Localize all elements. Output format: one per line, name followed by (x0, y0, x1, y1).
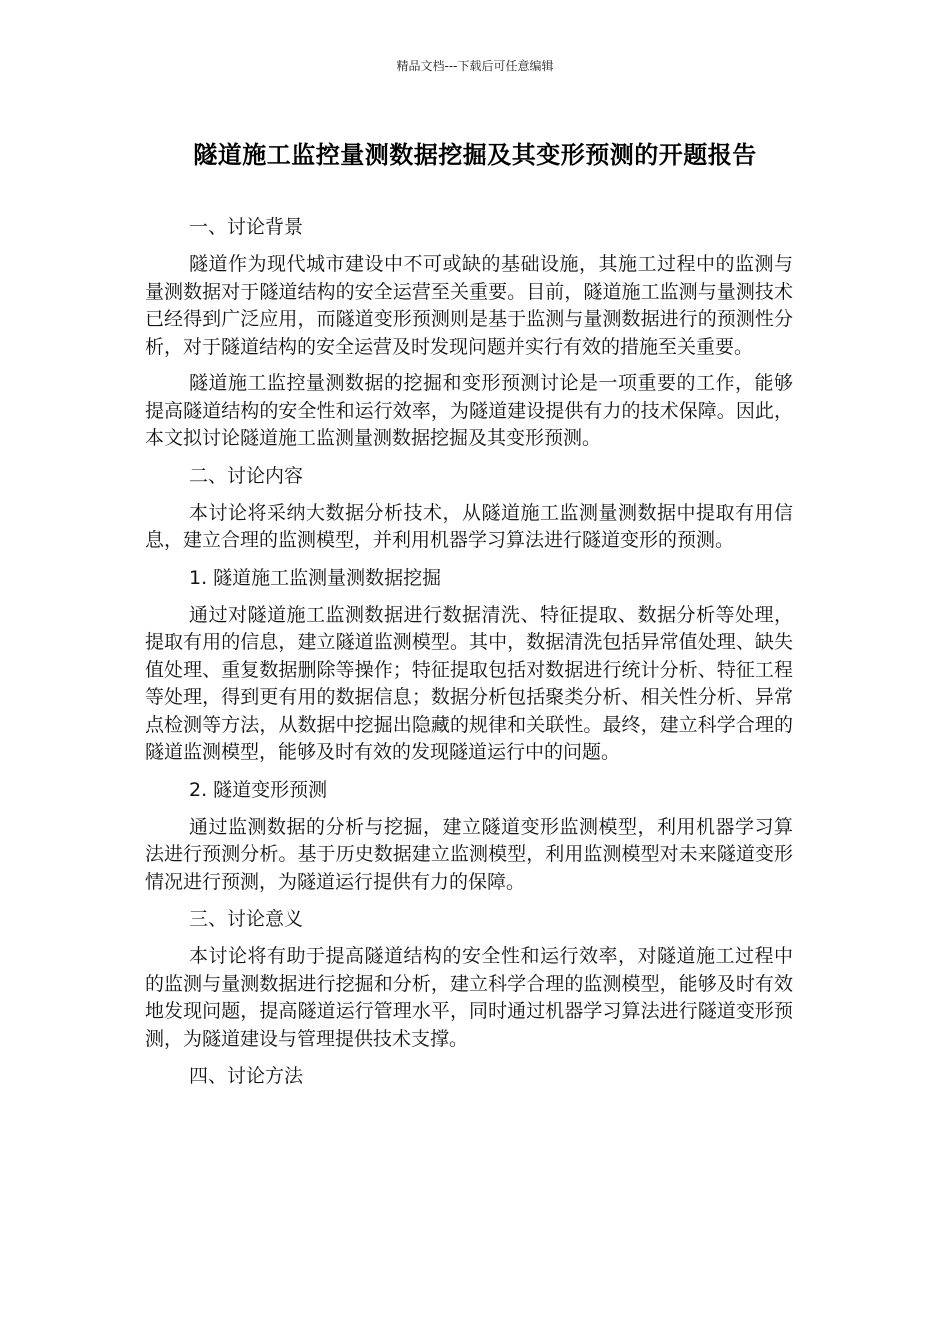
subsection-heading-deformation-prediction: 2. 隧道变形预测 (189, 778, 328, 801)
data-mining-paragraph: 通过对隧道施工监测数据进行数据清洗、特征提取、数据分析等处理，提取有用的信息，建立隧道监测模型。其中，数据清洗包括异常值处理、缺失值处理、重复数据删除等操作；特征提取包括对数据进行统计分析、特征工程等处理，得到更有用的数据信息；数据分析包括聚类分析、相关性分析、异常点检测等方法，从数据中挖掘出隐藏的规律和关联性。最终，建立科学合理的隧道监测模型，能够及时有效的发现隧道运行中的问题。 (145, 603, 793, 763)
page-header-note: 精品文档---下载后可任意编辑 (396, 59, 554, 73)
background-paragraph-2: 隧道施工监控量测数据的挖掘和变形预测讨论是一项重要的工作，能够提高隧道结构的安全性和运行效率，为隧道建设提供有力的技术保障。因此，本文拟讨论隧道施工监测量测数据挖掘及其变形预测。 (145, 372, 793, 449)
document-body (145, 213, 793, 1100)
section-heading-background: 一、讨论背景 (189, 216, 304, 238)
deformation-prediction-paragraph: 通过监测数据的分析与挖掘，建立隧道变形监测模型，利用机器学习算法进行预测分析。基于历史数据建立监测模型，利用监测模型对未来隧道变形情况进行预测，为隧道运行提供有力的保障。 (145, 815, 793, 893)
section-heading-methods: 四、讨论方法 (189, 1065, 304, 1087)
content-intro-paragraph: 本讨论将采纳大数据分析技术，从隧道施工监测量测数据中提取有用信息，建立合理的监测模型，并利用机器学习算法进行隧道变形的预测。 (145, 501, 793, 551)
significance-paragraph: 本讨论将有助于提高隧道结构的安全性和运行效率，对隧道施工过程中的监测与量测数据进行挖掘和分析，建立科学合理的监测模型，能够及时有效地发现问题，提高隧道运行管理水平，同时通过机器学习算法进行隧道变形预测，为隧道建设与管理提供技术支撑。 (145, 945, 793, 1050)
background-paragraph-1: 隧道作为现代城市建设中不可或缺的基础设施，其施工过程中的监测与量测数据对于隧道结构的安全运营至关重要。目前，隧道施工监测与量测技术已经得到广泛应用，而隧道变形预测则是基于监测与量测数据进行的预测性分析，对于隧道结构的安全运营及时发现问题并实行有效的措施至关重要。 (145, 253, 793, 358)
document-title: 隧道施工监控量测数据挖掘及其变形预测的开题报告 (193, 141, 757, 169)
section-heading-significance: 三、讨论意义 (189, 908, 304, 930)
subsection-heading-data-mining: 1. 隧道施工监测量测数据挖掘 (189, 566, 442, 589)
section-heading-content: 二、讨论内容 (189, 464, 304, 487)
